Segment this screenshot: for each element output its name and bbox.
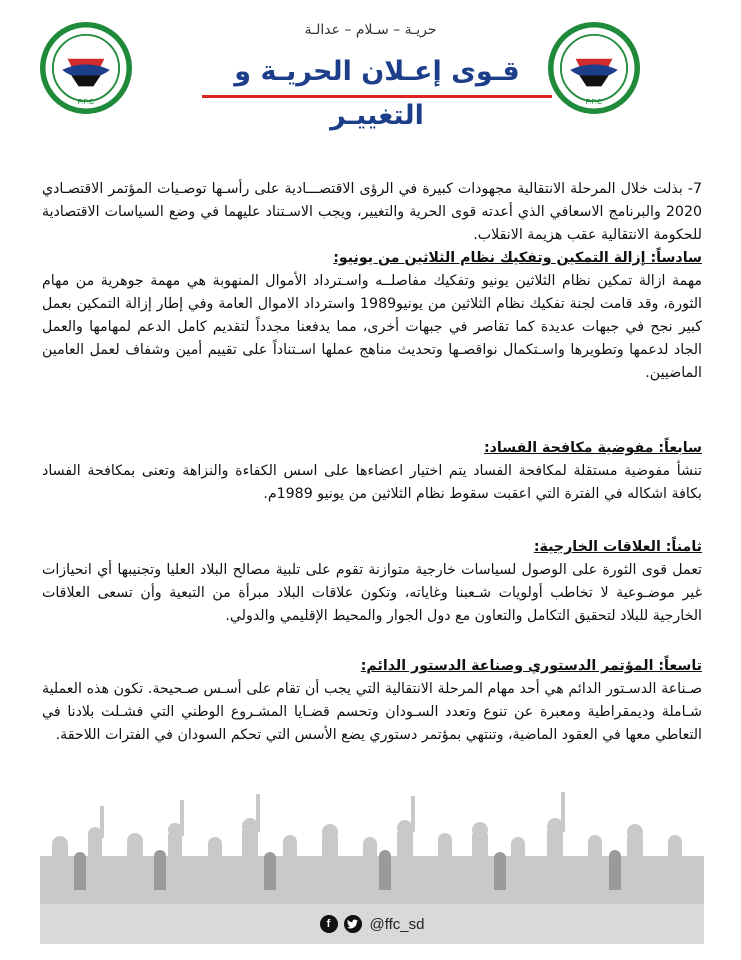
heading-section-8: ثامناً: العلاقات الخارجية: bbox=[533, 539, 702, 555]
twitter-icon[interactable] bbox=[344, 915, 362, 933]
footer-bar bbox=[40, 904, 704, 944]
header-title-box bbox=[212, 50, 542, 131]
title-underline bbox=[202, 95, 552, 98]
paragraph-section-6: مهمة ازالة تمكين نظام الثلاثين يونيو وتفكيك مفاصلــه واسـترداد الأموال المنهوبة هي مهمة جوهرية من مهام الثورة، وقد قامت لجنة تفكيك نظام الثلاثين من يونيو1989 واسترداد الاموال العامة وفي إطار إزالة التمكين بعمل كبير نجح في جبهات عديدة كما تقاصر في جبهات أخرى، مما يدفعنا مجدداً لتقديم كامل الدعم لمهامها والعمل الجاد لدعمها وتطويرها واسـتكمال نواقصـها وتحديث مناهج عملها اسـتناداً على تقييم أمين وشفاف لعمل العامين الماضيين. bbox=[42, 273, 703, 381]
facebook-icon[interactable]: f bbox=[320, 915, 338, 933]
heading-section-9: تاسعاً: المؤتمر الدستوري وصناعة الدستور الدائم: bbox=[360, 658, 702, 674]
document-title: قـوى إعـلان الحريـة و التغييـر bbox=[234, 56, 520, 131]
paragraph-7: 7- بذلت خلال المرحلة الانتقالية مجهودات كبيرة في الرؤى الاقتصـــادية على رأسـها توصـيات المؤتمر الاقتصـادي 2020 والبرنامج الاسعافي الذي أعدته قوى الحرية والتغيير، ويجب الاسـتناد عليهما في وضع السياسات الاقتصادية للحكومة الانتقالية عقب هزيمة الانقلاب. bbox=[42, 181, 702, 243]
svg-text:F.F.C: F.F.C bbox=[585, 96, 603, 106]
header-motto: حريـة – سـلام – عدالـة bbox=[304, 22, 437, 38]
document-body bbox=[42, 178, 702, 747]
ffc-logo-right bbox=[548, 22, 640, 114]
svg-text:F.F.C: F.F.C bbox=[77, 96, 95, 106]
heading-section-6: سادساً: إزالة التمكين وتفكيك نظام الثلاثين من يونيو: bbox=[333, 250, 702, 266]
paragraph-section-7: تنشأ مفوضية مستقلة لمكافحة الفساد يتم اختيار اعضاءها على اسس الكفاءة والنزاهة وتعنى بمكافحة الفساد بكافة اشكاله في الفترة التي اعقبت سقوط نظام الثلاثين من يونيو 1989م. bbox=[42, 463, 702, 502]
crowd-silhouette bbox=[40, 786, 704, 904]
social-handle[interactable]: @ffc_sd bbox=[369, 915, 425, 933]
ffc-logo-left bbox=[40, 22, 132, 114]
heading-section-7: سابعاً: مفوضية مكافحة الفساد: bbox=[483, 440, 702, 456]
paragraph-section-8: تعمل قوى الثورة على الوصول لسياسات خارجية متوازنة تقوم على تلبية مصالح البلاد العليا وتجنيبها أي انحيازات غير موضـوعية لا تخاطب أولويات شـعبنا وغاياته، وتكون علاقات البلاد مبرأة من التبعية وأن تسعى العلاقات الخارجية للبلاد لتحقيق التكامل والتعاون مع دول الجوار والمحيط الإقليمي والدولي. bbox=[42, 562, 702, 624]
paragraph-section-9: صـناعة الدسـتور الدائم هي أحد مهام المرحلة الانتقالية التي يجب أن تقام على أسـس صـحيحة. تكون هذه العملية شـاملة وديمقراطية ومعبرة عن تنوع وتعدد السـودان وتحسم قضـايا المشـروع الوطني التي فشـلت بلادنا في التعاطي معها في العقود الماضية، وتنتهي بمؤتمر دستوري يضع الأسس التي تحكم السودان في الفترات اللاحقة. bbox=[42, 681, 702, 743]
